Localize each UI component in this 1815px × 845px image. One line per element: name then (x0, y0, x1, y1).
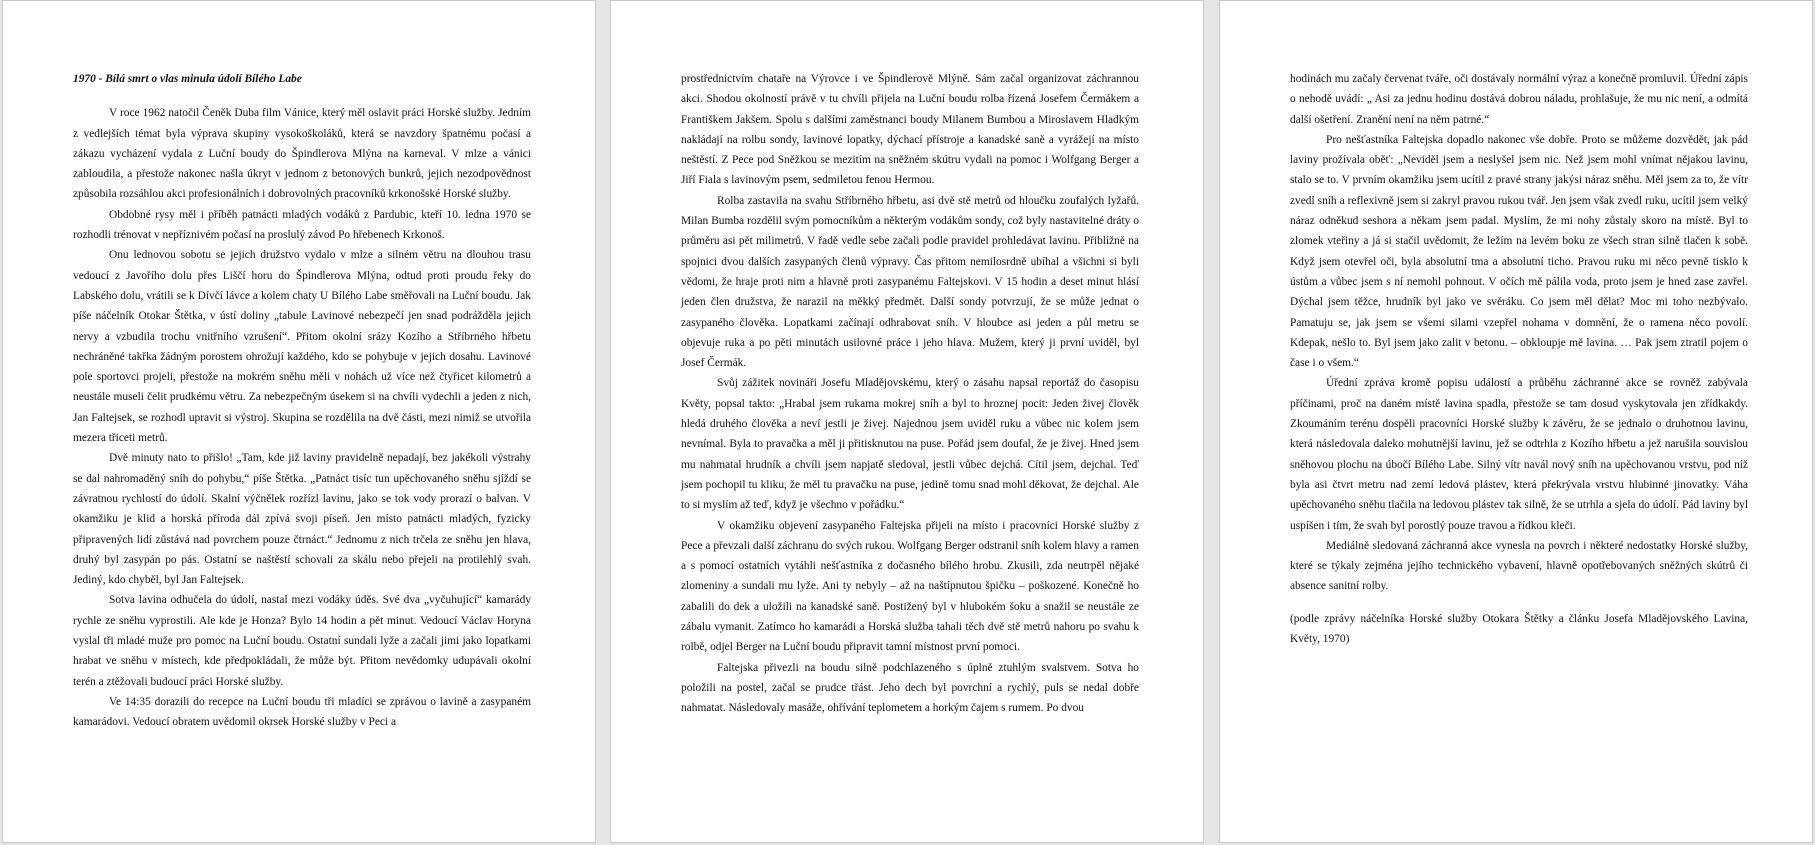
paragraph: Onu lednovou sobotu se jejich družstvo vydalo v mlze a silném větru na dlouhou trasu vedoucí z Javořího dolu přes Liščí horu do Špindlerova Mlýna, odtud proti proudu řeky do Labského dolu, vrátili se k Dívčí lávce a kolem chaty U Bílého Labe směřovali na Luční boudu. Jak píše náčelník Otokar Štětka, v ústí doliny „tabule Lavinové nebezpečí jen snad podrážděla jejich nervy a vzbudila trochu vnitřního vzrušení“. Přitom okolní srázy Kozího a Stříbrného hřbetu nechráněné takřka žádným porostem ohrožují každého, kdo se pohybuje v jejich dosahu. Lavinové pole sportovci projeli, přestože na mokrém sněhu měli v nohách už více než čtyřicet kilometrů a neustále museli čelit prudkému větru. Za nebezpečným úsekem si na chvíli vydechli a jeden z nich, Jan Faltejsek, se rozhodl upravit si výstroj. Skupina se rozdělila na dvě části, mezi nimiž se utvořila mezera třiceti metrů. (73, 249, 531, 445)
document-page-2 (610, 0, 1204, 843)
page-text (73, 69, 531, 733)
article-title: 1970 - Bílá smrt o vlas minula údolí Bílého Labe (73, 73, 302, 85)
paragraph: hodinách mu začaly červenat tváře, oči dostávaly normální výraz a konečně promluvil. Úřední zápis o nehodě uvádí: „ Asi za jednu hodinu dostává dobrou náladu, prohlašuje, že mu nic není, a odmítá další ošetření. Zranění není na něm patrné.“ (1290, 73, 1748, 126)
document-page-1 (2, 0, 596, 843)
paragraph: Svůj zážitek novináři Josefu Mladějovskému, který o zásahu napsal reportáž do časopisu Květy, popsal takto: „Hrabal jsem rukama mokrej sníh a byl to hroznej pocit: Jeden živej člověk hledá druhého člověka a neví jestli je živej. Najednou jsem uviděl ruku a vůbec nic kolem jsem nevnímal. Byla to pravačka a měl ji přitisknutou na puse. Pořád jsem doufal, že je živej. Hned jsem mu nahmatal hrudník a chvíli jsem napjatě sledoval, jestli vůbec dejchá. Cítil jsem, dejchal. Teď jsem pochopil tu kliku, že měl tu pravačku na puse, jedině tomu snad mohl děkovat, že dejchal. Ale to si myslím až teď, když je všechno v pořádku.“ (681, 377, 1139, 512)
paragraph: prostřednictvím chataře na Výrovce i ve Špindlerově Mlýně. Sám začal organizovat záchrannou akci. Shodou okolností právě v tu chvíli přijela na Luční boudu rolba řízená Josefem Čermákem a Františkem Jakšem. Spolu s dalšími zaměstnanci boudy Milanem Bumbou a Miroslavem Hladkým nakládají na rolbu sondy, lavinové lopatky, dýchací přístroje a kanadské saně a vyrážejí na místo neštěstí. Z Pece pod Sněžkou se mezitím na sněžném skútru vydali na pomoc i Wolfgang Berger a Jiří Fiala s lavinovým psem, sedmiletou fenou Hermou. (681, 73, 1139, 187)
paragraph: Mediálně sledovaná záchranná akce vynesla na povrch i některé nedostatky Horské služby, které se týkaly zejména jejího technického vybavení, hlavně opotřebovaných sněžných skútrů či absence sanitní rolby. (1290, 539, 1748, 593)
paragraph: V roce 1962 natočil Čeněk Duba film Vánice, který měl oslavit práci Horské služby. Jedním z vedlejších témat byla výprava skupiny vysokoškoláků, která se navzdory špatnému počasí a zákazu vycházení vydala z Luční boudy do Špindlerova Mlýna na karneval. V mlze a vánici zabloudila, a přestože nakonec našla úkryt v jednom z betonových bunkrů, jejich nezodpovědnost způsobila rozsáhlou akci profesionálních i dobrovolných pracovníků krkonošské Horské služby. (73, 107, 531, 201)
paragraph: Faltejska přivezli na boudu silně podchlazeného s úplně ztuhlým svalstvem. Sotva ho položili na postel, začal se prudce třást. Jeho dech byl povrchní a rychlý, puls se nedal dobře nahmatat. Následovaly masáže, ohřívání teplometem a horkým čajem s rumem. Po dvou (681, 661, 1139, 715)
document-page-3 (1219, 0, 1813, 843)
page-text (1290, 69, 1748, 649)
paragraph: Obdobné rysy měl i příběh patnácti mladých vodáků z Pardubic, kteří 10. ledna 1970 se rozhodli trénovat v nepříznivém počasí na proslulý závod Po hřebenech Krkonoš. (73, 208, 531, 242)
paragraph: Rolba zastavila na svahu Stříbrného hřbetu, asi dvě stě metrů od hloučku zoufalých lyžařů. Milan Bumba rozdělil svým pomocníkům a některým vodákům sondy, což byly nastavitelné dráty o průměru asi pět milimetrů. V řadě vedle sebe začali podle pravidel prohledávat lavinu. Přiblížně na spojnici dvou dalších zasypaných členů výpravy. Čas přitom nemilosrdně ubíhal a všichni si byli vědomi, že hraje proti nim a hlavně proti zasypanému Faltejskovi. V 15 hodin a deset minut hlásí jeden člen družstva, že narazil na měkký předmět. Další sondy potvrzují, že se může jednat o zasypaného člověka. Lopatkami začínají odhrabovat sníh. V hloubce asi jeden a půl metru se objevuje ruka a po pěti minutách usilovné práce i jeho hlava. Mužem, který ji první uviděl, byl Josef Čermák. (681, 194, 1139, 370)
page-text (681, 69, 1139, 719)
paragraph: V okamžiku objevení zasypaného Faltejska přijeli na místo i pracovníci Horské služby z Pece a převzali další záchranu do svých rukou. Wolfgang Berger odstranil sníh kolem hlavy a ramen a s pomocí ostatních vytáhli nešťastníka z dočasného bílého hrobu. Zkusili, zda neutrpěl nějaké zlomeniny a sundali mu lyže. Ani ty nebyly – až na naštípnutou špičku – poškozené. Konečně ho zabalili do dek a uložili na kanadské saně. Postižený byl v hlubokém šoku a snažil se neustále ze zábalu vymanit. Zatímco ho kamarádi a Horská služba tahali těch dvě stě metrů nahoru po svahu k rolbě, odjel Berger na Luční boudu připravit tamní místnost první pomoci. (681, 519, 1139, 654)
paragraph: Sotva lavina odhučela do údolí, nastal mezi vodáky úděs. Své dva „vyčuhující“ kamarády rychle ze sněhu vyprostili. Ale kde je Honza? Bylo 14 hodin a pět minut. Vedoucí Václav Horyna vyslal tři mladé muže pro pomoc na Luční boudu. Ostatní sundali lyže a začali jimi jako lopatkami hrabat ve sněhu v místech, kde předpokládali, že může být. Přitom nevědomky udupávali okolní terén a ztěžovali budoucí práci Horské služby. (73, 594, 531, 688)
paragraph: Dvě minuty nato to přišlo! „Tam, kde již laviny pravidelně nepadají, bez jakékoli výstrahy se dal nahromaděný sníh do pohybu,“ píše Štětka. „Patnáct tisíc tun upěchovaného sněhu sjíždí se závratnou rychlostí do údolí. Skalní výčnělek rozřízl lavinu, jako se tok vody prorazí o balvan. V okamžiku je klid a horská příroda dál zpívá svoji píseň. Jen místo patnácti mladých, fyzicky připravených lidí zůstává nad povrchem pouze čtrnáct.“ Jednomu z nich trčela ze sněhu jen hlava, druhý byl zasypán po pás. Ostatní se naštěstí schovali za skálu nebo přejeli na protilehlý svah. Jediný, kdo chyběl, byl Jan Faltejsek. (73, 452, 531, 587)
paragraph: Ve 14:35 dorazili do recepce na Luční boudu tři mladíci se zprávou o lavině a zasypaném kamarádovi. Vedoucí obratem uvědomil okrsek Horské služby v Peci a (73, 695, 531, 729)
paragraph: Úřední zpráva kromě popisu událostí a průběhu záchranné akce se rovněž zabývala příčinami, proč na daném místě lavina spadla, přestože se tam dosud vyskytovala jen zřídkakdy. Zkoumáním terénu dospěli pracovníci Horské služby k závěru, že se jednalo o druhotnou lavinu, která následovala daleko mohutnější lavinu, jež se odtrhla z Kozího hřbetu a jež narušila souvislou sněhovou plochu na úbočí Bílého Labe. Silný vítr navál nový sníh na upěchovanou vrstvu, pod níž byla asi čtvrt metru nad zemí ledová plástev, která překrývala vrstvu hlubinné jinovatky. Váha upěchovaného sněhu tlačila na ledovou plástev tak silně, že se utrhla a sjela do údolí. Pád laviny byl uspíšen i tím, že svah byl porostlý pouze travou a řídkou kleči. (1290, 377, 1748, 532)
source-note: (podle zprávy náčelníka Horské služby Otokara Štětky a článku Josefa Mladějovského Lavina, Květy, 1970) (1290, 612, 1748, 646)
paragraph: Pro nešťastníka Faltejska dopadlo nakonec vše dobře. Proto se můžeme dozvědět, jak pád laviny prožívala oběť: „Neviděl jsem a neslyšel jsem nic. Než jsem mohl vnímat nějakou lavinu, stalo se to. V prvním okamžiku jsem ucítil z pravé strany jakýsi náraz sněhu. Měl jsem za to, že vítr zvedl sníh a reflexivně jsem si zakryl pravou rukou tvář. Jen jsem však zvedl ruku, ucítil jsem velký náraz odněkud seshora a někam jsem padal. Myslím, že mi nohy zůstaly skoro na místě. Byl to zlomek vteřiny a já si stačil uvědomit, že ležím na levém boku ze všech stran silně tlačen k sobě. Když jsem otevřel oči, byla absolutní tma a absolutní ticho. Pravou ruku mi něco pevně tisklo k ústům a vůbec jsem s ní nemohl pohnout. V očích mě pálila voda, proto jsem je hned zase zavřel. Dýchal jsem těžce, hrudník byl jako ve svěráku. Co jsem měl dělat? Moc mi toho nezbývalo. Pamatuju se, jak jsem se všemi silami vzepřel nohama v domnění, že o ramena něco povolí. Kdepak, nešlo to. Byl jsem jako zalit v betonu. – obkloupje mě lavina. … Pak jsem ztratil pojem o čase i o všem.“ (1290, 133, 1748, 370)
